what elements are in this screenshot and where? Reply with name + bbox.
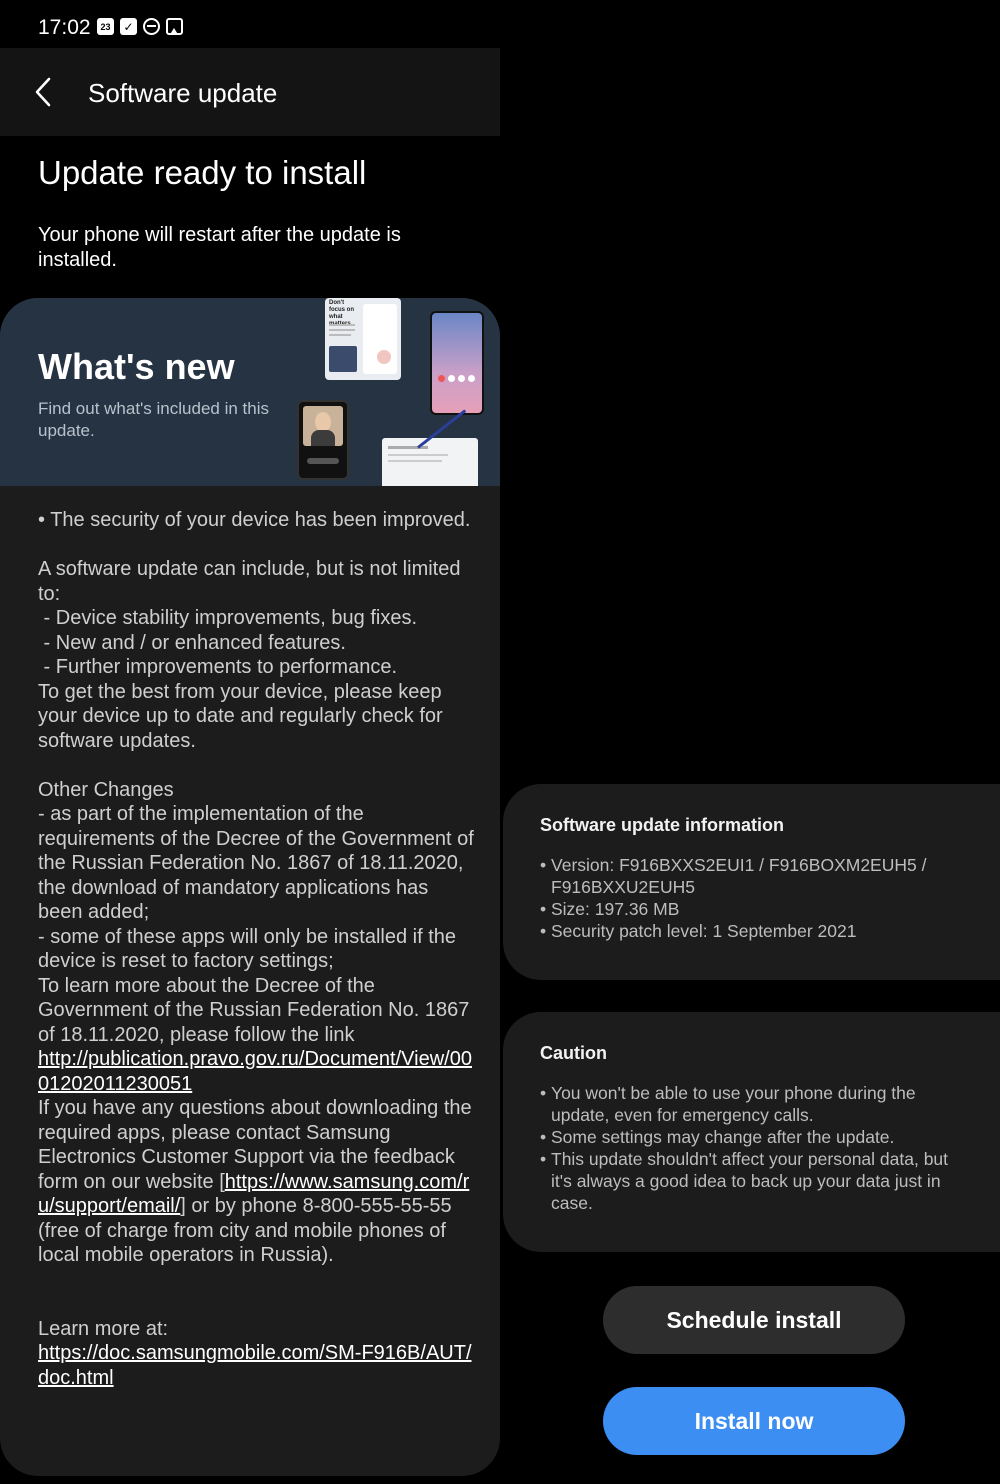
status-bar xyxy=(0,0,500,48)
support-info xyxy=(38,1096,478,1268)
notes-item: - Further improvements to performance. xyxy=(38,656,398,678)
caution-title: Caution xyxy=(540,1043,607,1063)
update-info-list xyxy=(540,854,970,942)
notes-intro: A software update can include, but is not limited to: xyxy=(38,558,461,605)
support-link[interactable]: https://www.samsung.com/ru/support/email/ xyxy=(38,1170,470,1217)
update-info-card xyxy=(503,784,1000,980)
status-time: 17:02 xyxy=(38,16,91,39)
other-change: - as part of the implementation of the requirements of the Decree of the Government of the Russian Federation No. 1867 of 18.11.2020, the download of mandatory applications has been added; xyxy=(38,803,474,923)
install-now-button[interactable]: Install now xyxy=(603,1387,905,1455)
caution-item: • Some settings may change after the update. xyxy=(540,1126,970,1148)
calendar-icon: 23 xyxy=(97,18,114,35)
update-version: • Version: F916BXXS2EUI1 / F916BOXM2EUH5 / F916BXXU2EUH5 xyxy=(540,854,970,898)
decree-info: To learn more about the Decree of the Government of the Russian Federation No. 1867 of 18.11.2020, please follow the link xyxy=(38,974,470,1046)
caution-item: • You won't be able to use your phone during the update, even for emergency calls. xyxy=(540,1082,970,1126)
support-info-post: ] or by phone 8-800-555-55-55 (free of charge from city and mobile phones of local mobile operators in Russia). xyxy=(38,1195,452,1266)
do-not-disturb-icon xyxy=(143,18,160,35)
app-bar-title: Software update xyxy=(88,78,278,108)
illustration-text: Don't focus on what xyxy=(329,300,354,320)
learn-more-label: Learn more at: xyxy=(38,1317,169,1340)
whats-new-banner[interactable] xyxy=(0,298,500,486)
support-info-pre: If you have any questions about downloading the required apps, please contact Samsung Electronics Customer Support via the feedback form on our website [ xyxy=(38,1097,472,1193)
app-bar xyxy=(0,48,500,136)
update-size: • Size: 197.36 MB xyxy=(540,898,970,920)
page-subtitle: Your phone will restart after the update is installed. xyxy=(38,224,401,271)
doc-link[interactable]: https://doc.samsungmobile.com/SM-F916B/AUT/doc.html xyxy=(38,1342,472,1389)
decree-link[interactable]: http://publication.pravo.gov.ru/Document/View/0001202011230051 xyxy=(38,1048,472,1095)
whats-new-title: What's new xyxy=(38,346,235,387)
other-changes-title: Other Changes xyxy=(38,778,174,801)
update-info-title: Software update information xyxy=(540,815,785,835)
notes-security: • The security of your device has been improved. xyxy=(38,509,471,531)
notification-icons xyxy=(97,18,183,35)
back-chevron-icon[interactable] xyxy=(30,76,60,108)
schedule-install-button[interactable]: Schedule install xyxy=(603,1286,905,1354)
checkbox-icon: ✓ xyxy=(120,18,137,35)
caution-list xyxy=(540,1082,970,1214)
notes-keep-up: To get the best from your device, please keep your device up to date and regularly check for software updates. xyxy=(38,680,443,752)
release-notes-card[interactable] xyxy=(0,298,500,1476)
other-change: - some of these apps will only be installed if the device is reset to factory settings; xyxy=(38,925,456,972)
tablet-pen-illustration xyxy=(382,438,478,486)
security-patch-level: • Security patch level: 1 September 2021 xyxy=(540,920,970,942)
whats-new-subtitle: Find out what's included in this update. xyxy=(38,399,269,440)
caution-item: • This update shouldn't affect your personal data, but it's always a good idea to back up your data just in case. xyxy=(540,1148,970,1214)
release-notes xyxy=(38,508,478,1390)
phone-illustration xyxy=(430,311,484,415)
flip-phone-illustration xyxy=(297,400,349,480)
page-title: Update ready to install xyxy=(38,154,367,191)
tablet-illustration xyxy=(325,298,401,380)
notes-item: - Device stability improvements, bug fixes. xyxy=(38,607,418,629)
caution-card xyxy=(503,1012,1000,1252)
gallery-icon xyxy=(166,18,183,35)
notes-item: - New and / or enhanced features. xyxy=(38,631,346,654)
